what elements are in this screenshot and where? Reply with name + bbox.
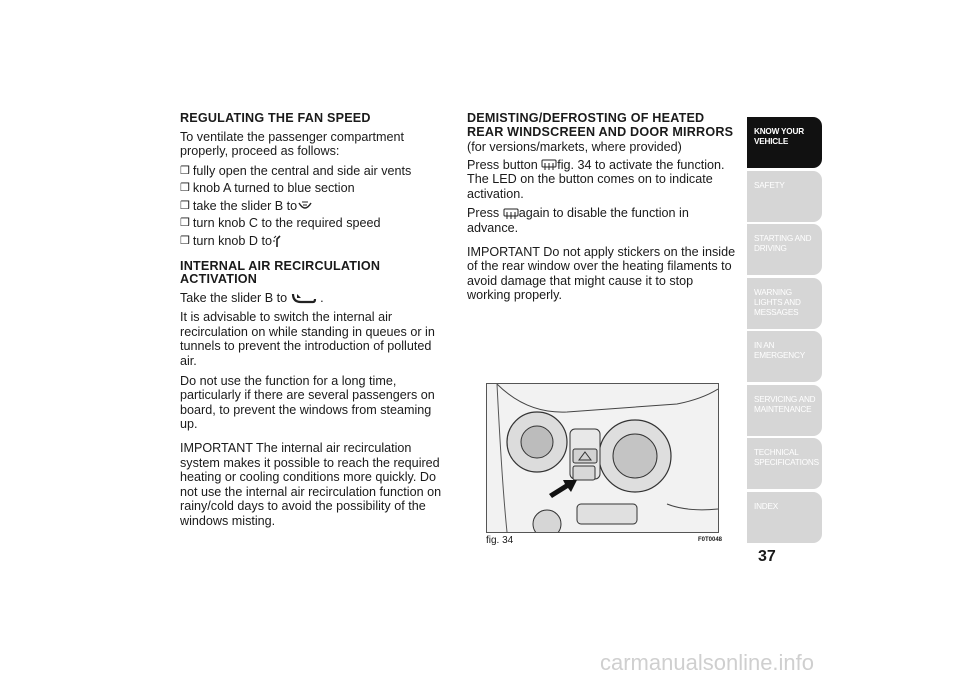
dashboard-illustration bbox=[487, 384, 718, 532]
list-item: ❒ take the slider B to bbox=[180, 199, 448, 214]
press-again-text: Press again to disable the function in advance. bbox=[467, 206, 689, 235]
fan-speed-intro: To ventilate the passenger compartment properly, proceed as follows: bbox=[180, 129, 405, 159]
list-item: ❒ fully open the central and side air vents bbox=[180, 163, 412, 178]
list-item: ❒ knob A turned to blue section bbox=[180, 181, 355, 196]
list-item: ❒ turn knob D to bbox=[180, 234, 448, 249]
versions-note: (for versions/markets, where provided) bbox=[467, 140, 682, 154]
checkbox-bullet-icon: ❒ bbox=[180, 182, 190, 195]
list-item: ❒ turn knob C to the required speed bbox=[180, 216, 381, 231]
checkbox-bullet-icon: ❒ bbox=[180, 164, 190, 177]
recirculation-warning: Do not use the function for a long time, particularly if there are several passengers on board, to prevent the windows from steaming up. bbox=[180, 373, 435, 432]
dashboard-figure bbox=[486, 383, 719, 533]
stickers-important: IMPORTANT Do not apply stickers on the inside of the rear window over the heating filaments to avoid damage that might cause it to stop working properly. bbox=[467, 244, 736, 303]
tab-warning-lights[interactable]: WARNING LIGHTS AND MESSAGES bbox=[747, 278, 822, 329]
figure-caption: fig. 34 bbox=[486, 535, 514, 546]
tab-index[interactable]: INDEX bbox=[747, 492, 822, 543]
recirculation-heading: INTERNAL AIR RECIRCULATION ACTIVATION bbox=[180, 258, 381, 287]
checkbox-bullet-icon: ❒ bbox=[180, 235, 190, 248]
tab-technical-specifications[interactable]: TECHNICAL SPECIFICATIONS bbox=[747, 438, 822, 489]
tab-in-an-emergency[interactable]: IN AN EMERGENCY bbox=[747, 331, 822, 382]
tab-servicing[interactable]: SERVICING AND MAINTENANCE bbox=[747, 385, 822, 436]
press-button-text: Press button fig. 34 to activate the function. The LED on the button comes on to indicate activation. bbox=[467, 157, 725, 201]
recirculation-icon bbox=[291, 292, 317, 304]
rear-defrost-icon bbox=[541, 159, 557, 171]
recirculation-advice: It is advisable to switch the internal air recirculation on while standing in queues or in tunnels to prevent the introduction of polluted air. bbox=[180, 310, 435, 369]
right-column bbox=[467, 112, 737, 308]
tab-starting-and-driving[interactable]: STARTING AND DRIVING bbox=[747, 224, 822, 275]
left-column bbox=[180, 112, 448, 534]
chapter-sidebar bbox=[747, 117, 822, 545]
slider-instruction: Take the slider B to . bbox=[180, 290, 324, 305]
checkbox-bullet-icon: ❒ bbox=[180, 217, 190, 230]
fan-speed-heading: REGULATING THE FAN SPEED bbox=[180, 111, 371, 125]
demisting-heading: DEMISTING/DEFROSTING OF HEATED REAR WINDSCREEN AND DOOR MIRRORS bbox=[467, 111, 734, 139]
fresh-air-icon bbox=[297, 199, 313, 213]
watermark: carmanualsonline.info bbox=[600, 650, 815, 675]
recirculation-important: IMPORTANT The internal air recirculation system makes it possible to reach the required heating or cooling conditions more quickly. Do not use the internal air recirculation function on rainy/cold days to avoid the possibility of the windows misting. bbox=[180, 441, 442, 528]
tab-know-your-vehicle[interactable]: KNOW YOUR VEHICLE bbox=[747, 117, 822, 168]
page-number: 37 bbox=[758, 548, 776, 565]
checkbox-bullet-icon: ❒ bbox=[180, 199, 190, 212]
rear-defrost-icon bbox=[503, 208, 519, 220]
tab-safety[interactable]: SAFETY bbox=[747, 171, 822, 222]
figure-code: F0T0048 bbox=[698, 537, 723, 543]
face-vent-icon bbox=[272, 234, 282, 248]
